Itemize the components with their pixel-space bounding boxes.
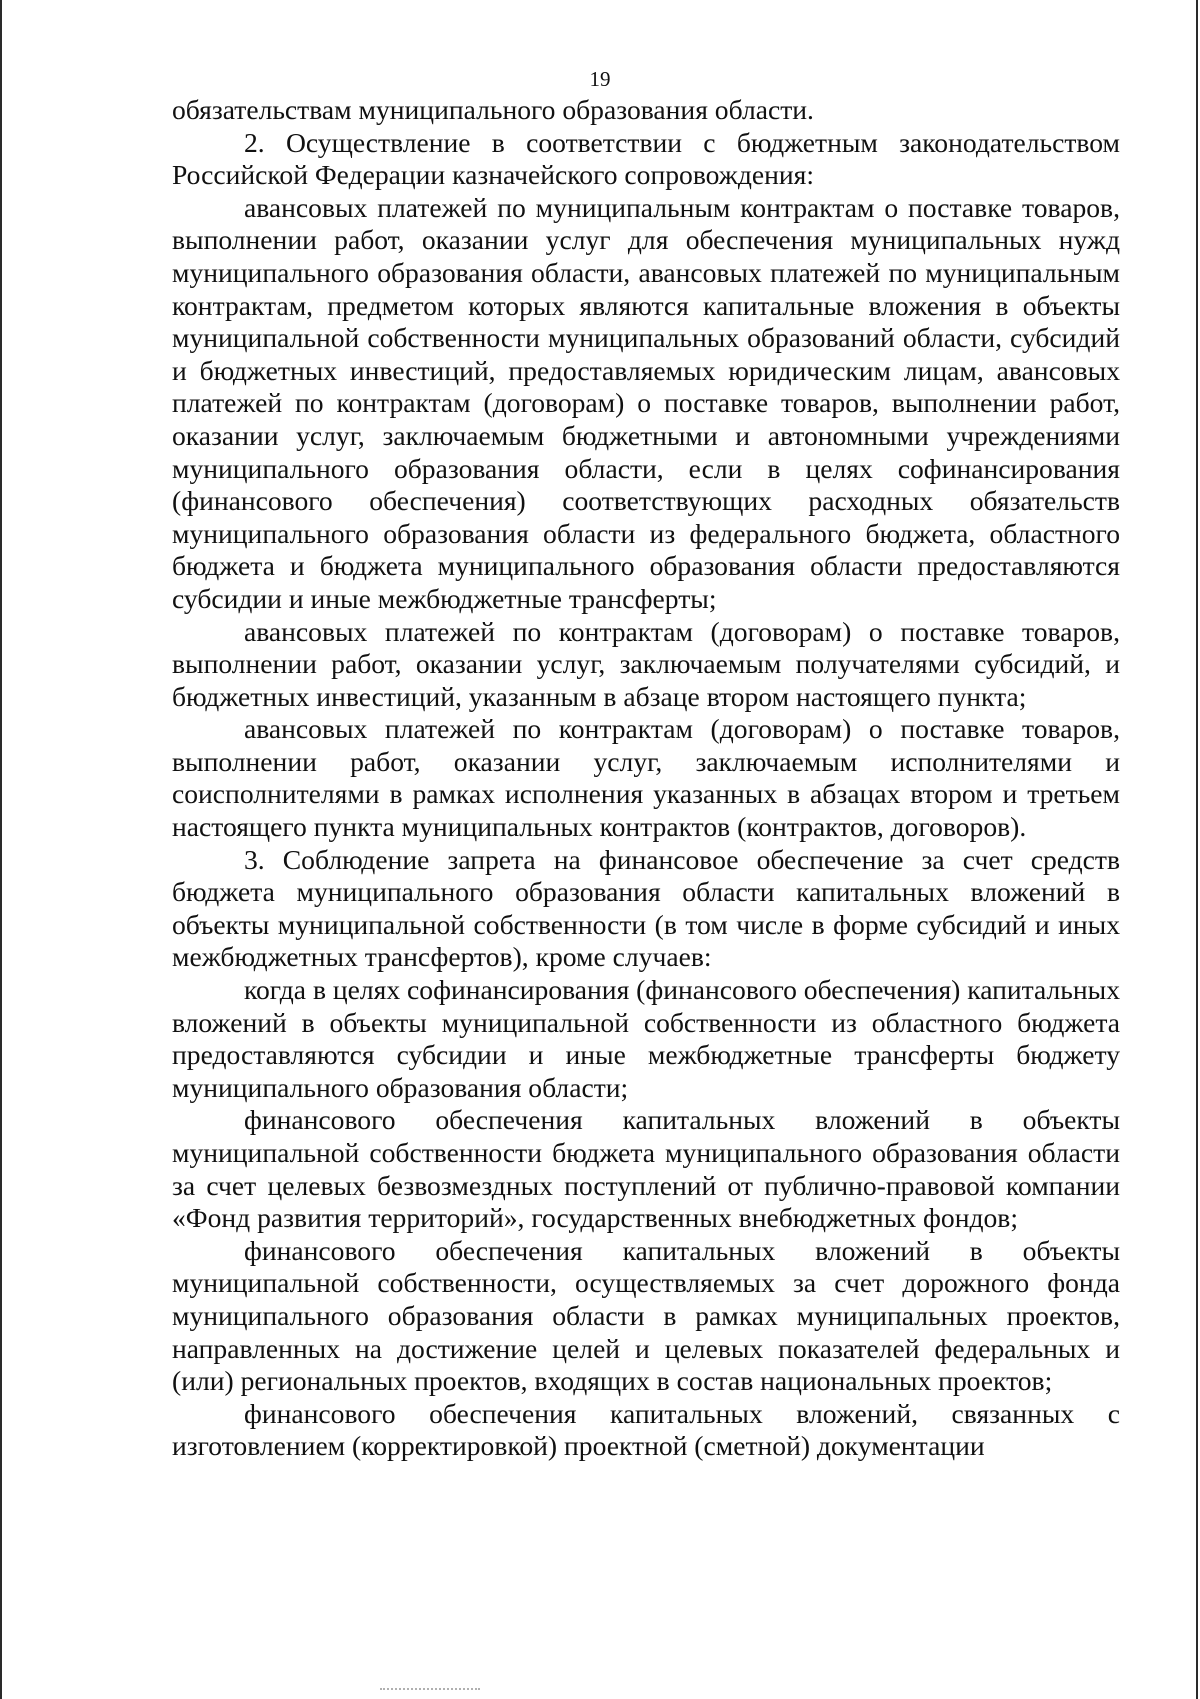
scan-edge-left — [0, 0, 2, 1699]
paragraph-exception-territory-fund: финансового обеспечения капитальных вложений в объекты муниципальной собственности бюджета муниципального образования области за счет целевых безвозмездных поступлений от публично-правовой компании «Фонд развития территорий», государственных внебюджетных фондов; — [172, 1104, 1120, 1234]
paragraph-advance-payments-executors: авансовых платежей по контрактам (договорам) о поставке товаров, выполнении работ, оказании услуг, заключаемым исполнителями и соисполнителями в рамках исполнения указанных в абзацах втором и третьем настоящего пункта муниципальных контрактов (контрактов, договоров). — [172, 713, 1120, 843]
paragraph-exception-cofinancing: когда в целях софинансирования (финансового обеспечения) капитальных вложений в объекты муниципальной собственности из областного бюджета предоставляются субсидии и иные межбюджетные трансферты бюджету муниципального образования области; — [172, 974, 1120, 1103]
paragraph-advance-payments-municipal-contracts: авансовых платежей по муниципальным контрактам о поставке товаров, выполнении работ, оказании услуг для обеспечения муниципальных нужд муниципального образования области, авансовых платежей по муниципальным контрактам, предметом которых являются капитальные вложения в объекты муниципальной собственности муниципальных образований области, субсидий и бюджетных инвестиций, предоставляемых юридическим лицам, авансовых платежей по контрактам (договорам) о поставке товаров, выполнении работ, оказании услуг, заключаемым бюджетными и автономными учреждениями муниципального образования области, если в целях софинансирования (финансового обеспечения) соответствующих расходных обязательств муниципального образования области из федерального бюджета, областного бюджета и бюджета муниципального образования области предоставляются субсидии и иные межбюджетные трансферты; — [172, 191, 1120, 614]
document-body — [172, 94, 1120, 1463]
paragraph-exception-road-fund: финансового обеспечения капитальных вложений в объекты муниципальной собственности, осуществляемых за счет дорожного фонда муниципального образования области в рамках муниципальных проектов, направленных на достижение целей и целевых показателей федеральных и (или) региональных проектов, входящих в состав национальных проектов; — [172, 1234, 1120, 1397]
paragraph-item-3: 3. Соблюдение запрета на финансовое обеспечение за счет средств бюджета муниципального образования области капитальных вложений в объекты муниципальной собственности (в том числе в форме субсидий и иных межбюджетных трансфертов), кроме случаев: — [172, 843, 1120, 973]
scan-artifact — [380, 1688, 480, 1696]
paragraph-advance-payments-subsidy-recipients: авансовых платежей по контрактам (договорам) о поставке товаров, выполнении работ, оказании услуг, заключаемым получателями субсидий, и бюджетных инвестиций, указанным в абзаце втором настоящего пункта; — [172, 615, 1120, 712]
scan-edge-right — [1196, 0, 1198, 1699]
paragraph-continuation: обязательствам муниципального образования области. — [172, 94, 814, 125]
paragraph-exception-design-documentation: финансового обеспечения капитальных вложений, связанных с изготовлением (корректировкой) проектной (сметной) документации — [172, 1397, 1120, 1462]
paragraph-item-2: 2. Осуществление в соответствии с бюджетным законодательством Российской Федерации казначейского сопровождения: — [172, 126, 1120, 191]
page-number: 19 — [589, 67, 611, 91]
